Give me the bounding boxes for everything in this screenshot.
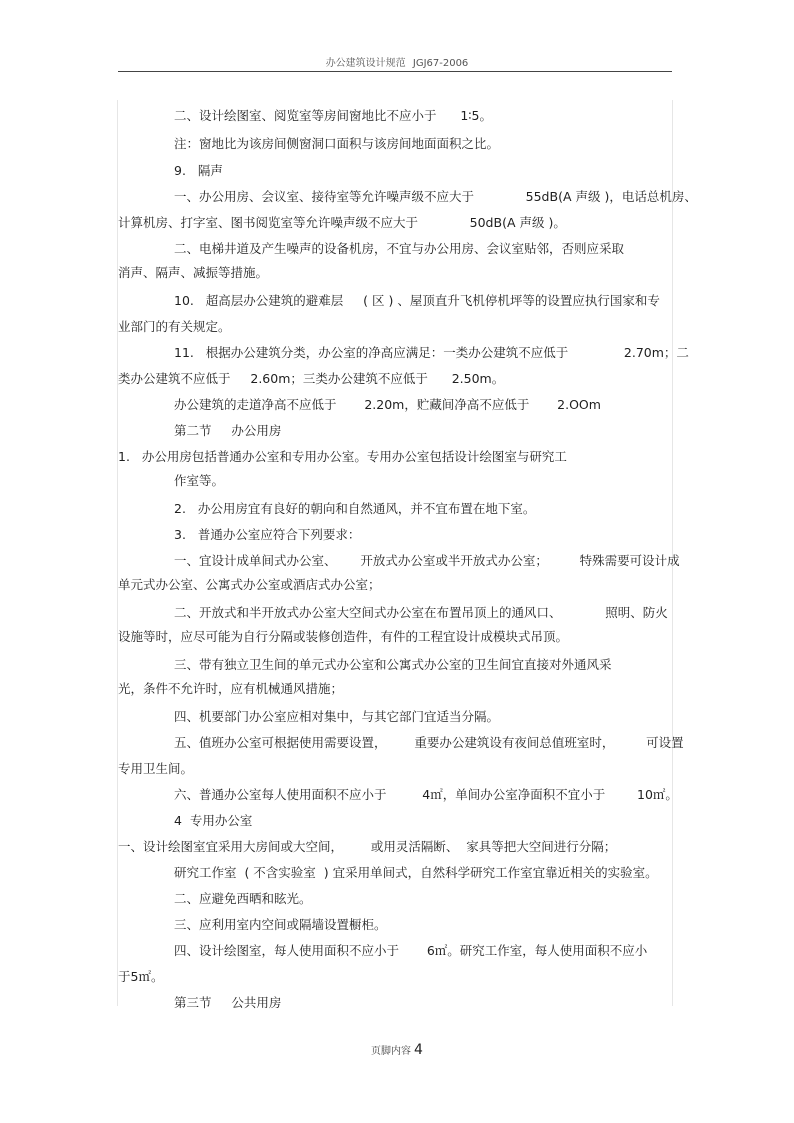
text-line: 光，条件不允许时，应有机械通风措施； [118, 681, 344, 696]
text-line: 四、机要部门办公室应相对集中，与其它部门宜适当分隔。 [174, 709, 500, 724]
text-line: 五、值班办公室可根据使用需要设置， 重要办公建筑设有夜间总值班室时， 可设置 [174, 735, 684, 750]
page-footer [0, 1042, 794, 1058]
text-line: 三、应利用室内空间或隔墙设置橱柜。 [174, 917, 387, 932]
text-line: 六、普通办公室每人使用面积不应小于 4㎡，单间办公室净面积不宜小于 10㎡。 [174, 787, 678, 802]
text-line: 二、应避免西晒和眩光。 [174, 891, 312, 906]
text-line: 10. 超高层办公建筑的避难层 ( 区 ) 、屋顶直升飞机停机坪等的设置应执行国家和专 [174, 293, 660, 308]
text-line: 类办公建筑不应低于 2.60m；三类办公建筑不应低于 2.50m。 [118, 371, 505, 386]
text-line: 一、办公用房、会议室、接待室等允许噪声级不应大于 55dB(A 声级 )，电话总机房、 [174, 189, 697, 204]
text-line: 1. 办公用房包括普通办公室和专用办公室。专用办公室包括设计绘图室与研究工 [118, 449, 567, 464]
text-line: 单元式办公室、公寓式办公室或酒店式办公室； [118, 577, 381, 592]
footer-label: 页脚内容 [371, 1046, 412, 1057]
text-line: 于5㎡。 [118, 969, 164, 984]
text-line: 办公建筑的走道净高不应低于 2.20m，贮藏间净高不应低于 2.OOm [174, 397, 601, 412]
text-line: 二、电梯井道及产生噪声的设备机房，不宜与办公用房、会议室贴邻，否则应采取 [174, 241, 625, 256]
text-line: 第三节 公共用房 [174, 995, 282, 1010]
text-line: 二、设计绘图室、阅览室等房间窗地比不应小于 1∶5。 [174, 108, 493, 123]
page-number: 4 [414, 1042, 423, 1058]
text-line: 注：窗地比为该房间侧窗洞口面积与该房间地面面积之比。 [174, 136, 500, 151]
text-line: 设施等时，应尽可能为自行分隔或装修创造件，有件的工程宜设计成模块式吊顶。 [118, 629, 569, 644]
text-line: 三、带有独立卫生间的单元式办公室和公寓式办公室的卫生间宜直接对外通风采 [174, 657, 612, 672]
text-line: 四、设计绘图室，每人使用面积不应小于 6㎡。研究工作室，每人使用面积不应小 [174, 943, 648, 958]
text-line: 作室等。 [174, 473, 225, 488]
text-line: 9. 隔声 [174, 163, 223, 178]
text-line: 研究工作室 ( 不含实验室 ) 宜采用单间式，自然科学研究工作室宜靠近相关的实验室。 [174, 865, 658, 880]
text-line: 消声、隔声、减振等措施。 [118, 265, 269, 280]
text-line: 一、宜设计成单间式办公室、 开放式办公室或半开放式办公室； 特殊需要可设计成 [174, 553, 680, 568]
text-line: 一、设计绘图室宜采用大房间或大空间， 或用灵活隔断、 家具等把大空间进行分隔； [118, 839, 617, 854]
text-line: 计算机房、打字室、图书阅览室等允许噪声级不应大于 50dB(A 声级 )。 [118, 215, 566, 230]
text-line: 11. 根据办公建筑分类，办公室的净高应满足：一类办公建筑不应低于 2.70m；二 [174, 345, 689, 360]
header-rule [118, 71, 672, 72]
page-header: 办公建筑设计规范 JGJ67-2006 [325, 58, 469, 69]
text-line: 2. 办公用房宜有良好的朝向和自然通风，并不宜布置在地下室。 [174, 501, 536, 516]
text-line: 第二节 办公用房 [174, 423, 282, 438]
text-line: 3. 普通办公室应符合下列要求： [174, 527, 361, 542]
text-line: 业部门的有关规定。 [118, 319, 231, 334]
text-line: 4 专用办公室 [174, 813, 253, 828]
text-line: 二、开放式和半开放式办公室大空间式办公室在布置吊顶上的通风口、 照明、防火 [174, 605, 668, 620]
left-margin-line [117, 100, 118, 1006]
text-line: 专用卫生间。 [118, 761, 194, 776]
